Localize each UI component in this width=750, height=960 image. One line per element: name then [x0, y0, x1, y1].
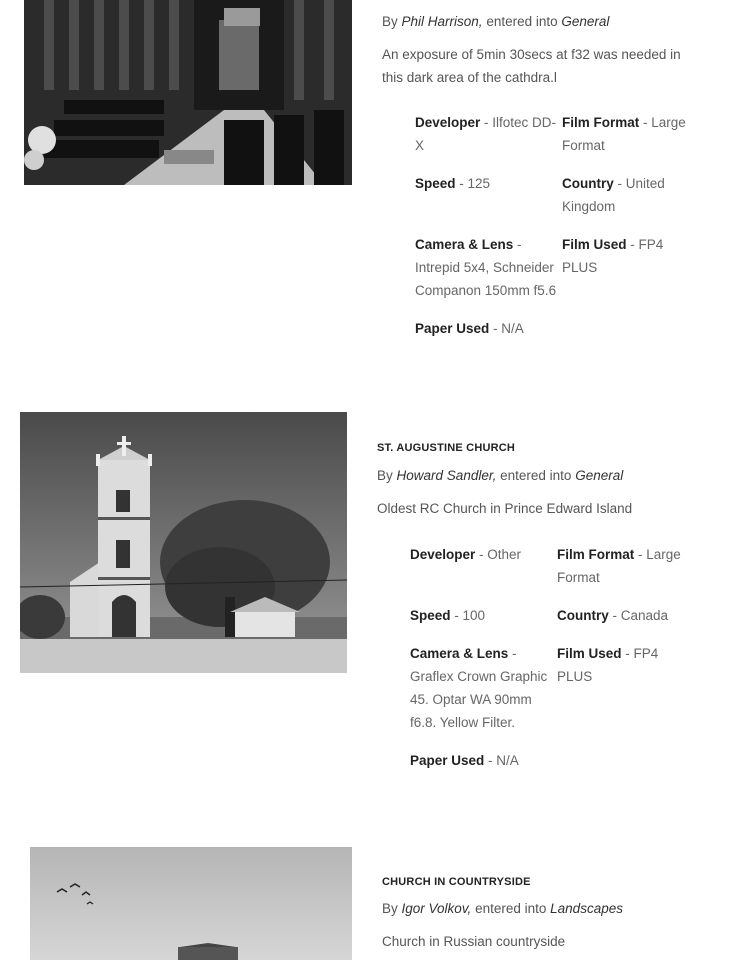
entry-byline — [377, 468, 717, 483]
entry-info — [382, 876, 722, 953]
spec-camera-lens: Camera & Lens - Graflex Crown Graphic 45. Optar WA 90mm f6.8. Yellow Filter. — [410, 646, 548, 730]
entry-photo-st-augustine-church[interactable] — [20, 412, 347, 673]
entry-photo-cathedral-interior[interactable] — [24, 0, 352, 185]
byline-entered: entered into — [475, 901, 547, 916]
entry-byline — [382, 901, 722, 916]
entry-description: Oldest RC Church in Prince Edward Island — [377, 501, 633, 516]
byline-prefix: By — [382, 901, 398, 916]
category-link[interactable]: Landscapes — [550, 901, 623, 916]
category-link[interactable]: General — [561, 14, 610, 29]
author-link[interactable]: Phil Harrison, — [401, 14, 483, 29]
entry-photo-church-in-countryside[interactable] — [30, 847, 352, 960]
spec-speed: Speed - 100 — [410, 608, 486, 623]
entry-info — [377, 442, 717, 520]
byline-prefix: By — [377, 468, 393, 483]
byline-prefix: By — [382, 14, 398, 29]
spec-country: Country - Canada — [557, 608, 669, 623]
author-link[interactable]: Igor Volkov, — [401, 901, 472, 916]
entry-title[interactable]: ST. AUGUSTINE CHURCH — [377, 442, 516, 454]
byline-entered: entered into — [500, 468, 572, 483]
entry-description: An exposure of 5min 30secs at f32 was needed in this dark area of the cathdra.l — [382, 47, 681, 85]
spec-paper-used: Paper Used - N/A — [415, 321, 524, 336]
entry-specs — [415, 111, 702, 355]
spec-country: Country - United Kingdom — [562, 176, 665, 214]
author-link[interactable]: Howard Sandler, — [396, 468, 497, 483]
entry-byline — [382, 14, 712, 29]
entry-specs — [410, 543, 697, 787]
category-link[interactable]: General — [575, 468, 624, 483]
spec-film-used: Film Used - FP4 PLUS — [562, 237, 664, 275]
entry-description: Church in Russian countryside — [382, 934, 566, 949]
entry-info — [382, 14, 712, 89]
spec-paper-used: Paper Used - N/A — [410, 753, 519, 768]
spec-film-format: Film Format - Large Format — [557, 547, 681, 585]
spec-camera-lens: Camera & Lens - Intrepid 5x4, Schneider Companon 150mm f5.6 — [415, 237, 557, 298]
spec-film-used: Film Used - FP4 PLUS — [557, 646, 659, 684]
spec-developer: Developer - Ilfotec DD-X — [415, 115, 557, 153]
entry-title[interactable]: CHURCH IN COUNTRYSIDE — [382, 876, 531, 888]
spec-developer: Developer - Other — [410, 547, 522, 562]
spec-film-format: Film Format - Large Format — [562, 115, 686, 153]
spec-speed: Speed - 125 — [415, 176, 491, 191]
byline-entered: entered into — [486, 14, 558, 29]
